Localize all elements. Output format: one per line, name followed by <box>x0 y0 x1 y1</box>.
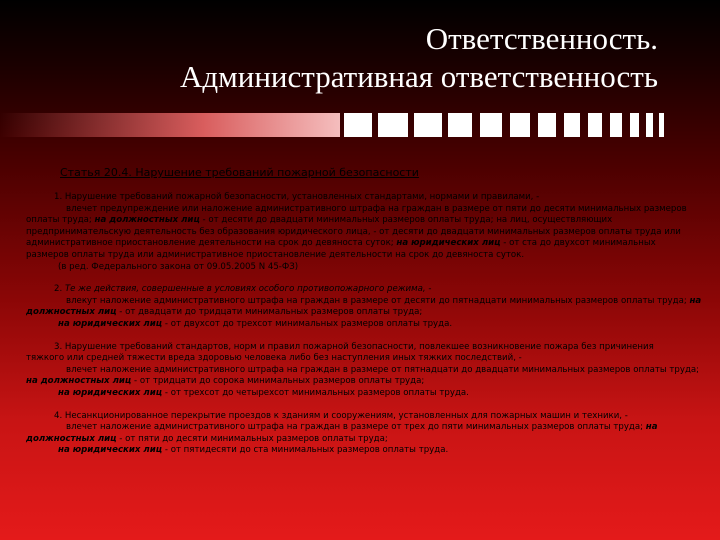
stripe <box>646 113 653 137</box>
text-run: влекут наложение административного штрафа на граждан в размере от десяти до пятнадцати минимальных размеров оплаты труда; <box>66 295 690 306</box>
text-line <box>26 307 694 319</box>
emphasized-text: должностных лиц <box>26 433 117 444</box>
stripe <box>588 113 602 137</box>
text-run: - от пятидесяти до ста минимальных размеров оплаты труда. <box>162 445 449 456</box>
stripe <box>448 113 472 137</box>
text-line <box>26 342 694 354</box>
emphasized-text: должностных лиц <box>26 307 117 318</box>
text-line <box>26 284 694 296</box>
text-run: - от пяти до десяти минимальных размеров оплаты труда; <box>116 433 388 444</box>
text-run: - <box>425 284 432 295</box>
paragraph-1 <box>26 192 694 273</box>
stripe <box>414 113 442 137</box>
stripe <box>538 113 556 137</box>
stripe-gradient <box>0 113 340 137</box>
emphasized-text: на юридических лиц <box>58 318 163 329</box>
text-run: 2. <box>54 284 65 295</box>
slide-title <box>180 20 658 96</box>
text-run: предпринимательскую деятельность без образования юридического лица, - от десяти до двадцати минимальных размеров оплаты труда или <box>26 226 681 237</box>
text-line <box>26 227 694 239</box>
article-heading: Статья 20.4. Нарушение требований пожарной безопасности <box>60 166 419 179</box>
text-run: влечет наложение административного штрафа на граждан в размере от трех до пяти минимальных размеров оплаты труда; <box>66 422 646 433</box>
text-run: (в ред. Федерального закона от 09.05.2005 N 45-ФЗ) <box>58 261 299 272</box>
text-run: - от тридцати до сорока минимальных размеров оплаты труда; <box>131 376 425 387</box>
emphasized-text: на <box>645 422 658 433</box>
stripe <box>564 113 580 137</box>
stripe <box>378 113 408 137</box>
stripe <box>344 113 372 137</box>
text-run: 4. Несанкционированное перекрытие проездов к зданиям и сооружениям, установленных для пожарных машин и техники, - <box>54 410 628 421</box>
text-line <box>26 250 694 262</box>
text-run: оплаты труда; <box>26 215 95 226</box>
emphasized-text: на должностных лиц <box>26 376 132 387</box>
text-run: тяжкого или средней тяжести вреда здоровью человека либо без наступления иных тяжких последствий, - <box>26 353 522 364</box>
text-run: административное приостановление деятельности на срок до девяноста суток; <box>26 238 397 249</box>
paragraph-4 <box>26 411 694 457</box>
text-line <box>26 388 694 400</box>
text-line <box>26 411 694 423</box>
text-run: 3. Нарушение требований стандартов, норм и правил пожарной безопасности, повлекшее возникновение пожара без причинения <box>54 341 654 352</box>
text-run: - от двухсот до трехсот минимальных размеров оплаты труда. <box>162 318 453 329</box>
text-run: - от двадцати до тридцати минимальных размеров оплаты труда; <box>116 307 423 318</box>
text-line <box>26 422 694 434</box>
stripe <box>510 113 530 137</box>
text-line <box>26 262 694 274</box>
emphasized-text: на должностных лиц <box>94 215 200 226</box>
text-run: - от ста до двухсот минимальных <box>500 238 656 249</box>
text-line <box>26 353 694 365</box>
text-line <box>26 434 694 446</box>
text-line <box>26 445 694 457</box>
paragraph-3 <box>26 341 700 400</box>
text-run: - от десяти до двадцати минимальных размеров оплаты труда; на лиц, осуществляющих <box>199 215 613 226</box>
stripe <box>610 113 622 137</box>
slide-title-line-2: Административная ответственность <box>179 59 658 94</box>
italic-text: Те же действия, совершенные в условиях особого противопожарного режима, <box>64 284 426 295</box>
text-run: влечет предупреждение или наложение административного штрафа на граждан в размере от пяти до десяти минимальных размеров <box>66 203 687 214</box>
stripe <box>630 113 639 137</box>
article-body <box>26 192 702 468</box>
text-line <box>26 364 700 377</box>
emphasized-text: на юридических лиц <box>58 387 163 398</box>
text-run: размеров оплаты труда или административное приостановление деятельности на срок до девяноста суток. <box>26 249 525 260</box>
text-line <box>26 204 694 216</box>
text-line <box>26 192 694 204</box>
emphasized-text: на <box>689 295 702 306</box>
text-run: 1. Нарушение требований пожарной безопасности, установленных стандартами, нормами и правилами, - <box>54 192 540 202</box>
text-line <box>26 215 694 227</box>
text-run: влечет наложение административного штрафа на граждан в размере от пятнадцати до двадцати минимальных размеров оплаты труда; <box>66 364 700 375</box>
text-line <box>26 295 702 308</box>
stripe <box>659 113 664 137</box>
stripe <box>480 113 502 137</box>
paragraph-2 <box>26 284 702 330</box>
emphasized-text: на юридических лиц <box>396 238 501 249</box>
text-line <box>26 319 694 331</box>
slide-title-line-1: Ответственность. <box>425 21 658 56</box>
decorative-stripes <box>0 113 720 137</box>
text-line <box>26 376 694 388</box>
emphasized-text: на юридических лиц <box>58 445 163 456</box>
text-run: - от трехсот до четырехсот минимальных размеров оплаты труда. <box>162 387 469 398</box>
text-line <box>26 238 694 250</box>
